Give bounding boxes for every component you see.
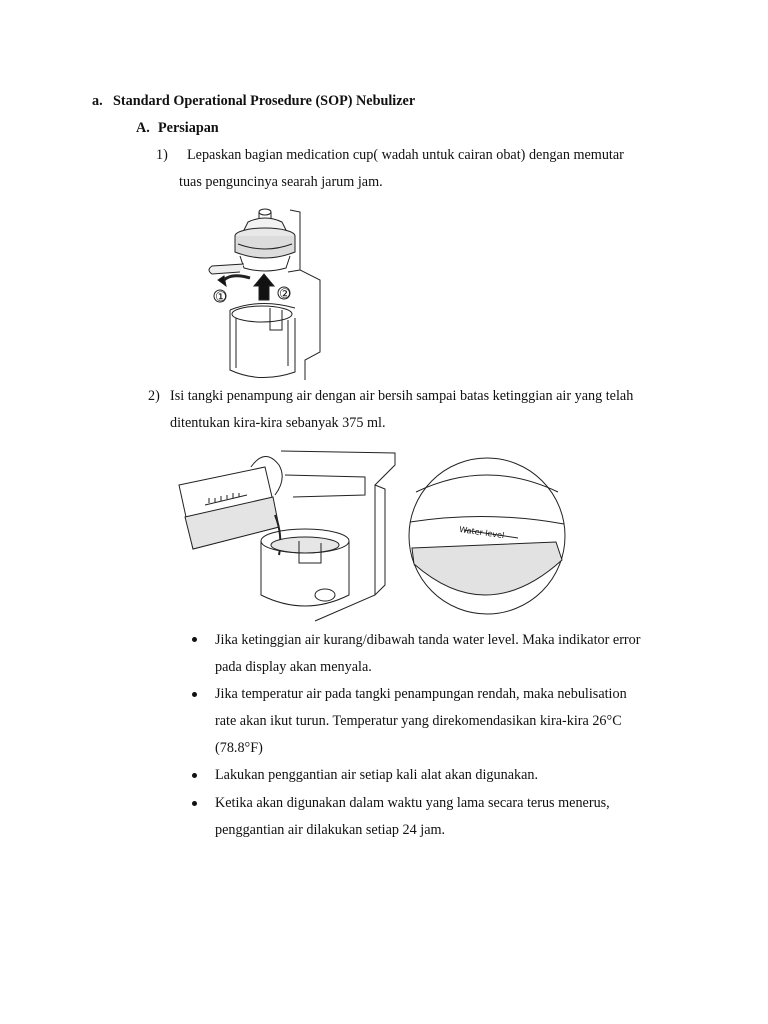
note-4-line2: penggantian air dilakukan setiap 24 jam.	[215, 822, 446, 838]
subsection-title: Persiapan	[158, 120, 219, 136]
section-marker: a.	[92, 93, 103, 109]
step-1-text-line2: tuas penguncinya searah jarum jam.	[179, 174, 383, 190]
note-1-line1: Jika ketinggian air kurang/dibawah tanda water level. Maka indikator error	[215, 632, 641, 648]
bullet-dot	[192, 801, 197, 806]
section-title: Standard Operational Prosedure (SOP) Nebulizer	[113, 93, 416, 109]
bullet-dot	[192, 773, 197, 778]
note-3-line1: Lakukan penggantian air setiap kali alat akan digunakan.	[215, 767, 539, 783]
note-2-line1: Jika temperatur air pada tangki penampungan rendah, maka nebulisation	[215, 686, 627, 702]
bullet-dot	[192, 692, 197, 697]
note-2-line2: rate akan ikut turun. Temperatur yang direkomendasikan kira-kira 26°C	[215, 713, 622, 729]
note-2-line3: (78.8°F)	[215, 740, 263, 756]
step-1-number: 1)	[156, 147, 168, 163]
figure-water-filling	[175, 445, 400, 627]
step-2-text-line2: ditentukan kira-kira sebanyak 375 ml.	[170, 415, 386, 431]
step-1-text-line1: Lepaskan bagian medication cup( wadah untuk cairan obat) dengan memutar	[187, 147, 624, 163]
subsection-marker: A.	[136, 120, 150, 136]
step-2-number: 2)	[148, 388, 160, 404]
water-level-label: Water level	[458, 525, 505, 541]
note-1-line2: pada display akan menyala.	[215, 659, 372, 675]
figure-1-label-2: ②	[279, 286, 291, 301]
note-4-line1: Ketika akan digunakan dalam waktu yang lama secara terus menerus,	[215, 795, 610, 811]
bullet-dot	[192, 637, 197, 642]
figure-1-label-1: ①	[215, 289, 227, 304]
step-2-text-line1: Isi tangki penampung air dengan air bersih sampai batas ketinggian air yang telah	[170, 388, 634, 404]
